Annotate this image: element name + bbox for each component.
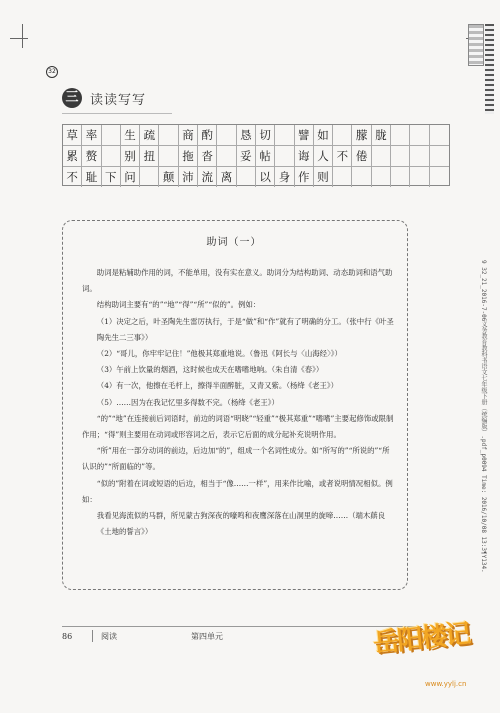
grid-cell: 率: [82, 125, 101, 146]
grid-cell: 沛: [179, 167, 198, 187]
grid-cell: 妥: [237, 146, 256, 167]
grid-cell: [372, 167, 391, 187]
grid-cell: 倦: [352, 146, 371, 167]
grid-cell: 草: [63, 125, 82, 146]
grid-cell: [372, 146, 391, 167]
grid-cell: 耻: [82, 167, 101, 187]
grid-cell: [217, 125, 236, 146]
section-badge: 三: [62, 88, 82, 108]
grid-cell: 胧: [372, 125, 391, 146]
grid-cell: 酌: [198, 125, 217, 146]
footer-label: 阅读: [101, 631, 117, 641]
grid-cell: 累: [63, 146, 82, 167]
grid-cell: 问: [121, 167, 140, 187]
grid-cell: [430, 125, 449, 146]
grid-cell: [352, 167, 371, 187]
grid-cell: 如: [314, 125, 333, 146]
grid-cell: [159, 125, 178, 146]
body-paragraph: “似的”附着在词或短语的后边，相当于“像……一样”，用来作比喻，或者说明情况相似。例如：: [82, 478, 393, 504]
grid-cell: 人: [314, 146, 333, 167]
grid-cell: 别: [121, 146, 140, 167]
grid-cell: [391, 146, 410, 167]
grid-cell: [391, 125, 410, 146]
grid-cell: [410, 125, 429, 146]
registration-ruler: [468, 24, 484, 66]
grid-cell: [410, 146, 429, 167]
example-sentence: （4）有一次，他擦在毛杆上，擦得半面醉脏，又青又紫。（杨绛《老王》）: [96, 381, 338, 391]
grid-cell: 流: [198, 167, 217, 187]
grid-cell: [102, 146, 121, 167]
grid-cell: 生: [121, 125, 140, 146]
grid-cell: 身: [275, 167, 294, 187]
page-number: 86: [62, 631, 73, 641]
example-sentence: （5）……因为在我记忆里多得数不完。（杨绛《老王》）: [96, 397, 279, 407]
grid-cell: 下: [102, 167, 121, 187]
grid-cell: 以: [256, 167, 275, 187]
grid-cell: 商: [179, 125, 198, 146]
example-sentence: （1）决定之后，叶圣陶先生雷厉执行，于是“做”和“作”就有了明确的分工。（张中行《叶圣陶先生二三事》）: [96, 316, 394, 342]
example-sentence: （2）“哥儿，你牢牢记住！”他极其郑重地说。（鲁迅《阿长与〈山海经〉》）: [96, 349, 342, 359]
grid-cell: [333, 167, 352, 187]
page-footer: [62, 630, 223, 642]
grid-cell: 作: [295, 167, 314, 187]
grid-cell: [275, 146, 294, 167]
grid-cell: [102, 125, 121, 146]
body-paragraph: 结构助词主要有“的”“地”“得”“所”“似的”。例如：: [96, 300, 261, 310]
grid-cell: 则: [314, 167, 333, 187]
grid-cell: 赘: [82, 146, 101, 167]
grid-cell: 恳: [237, 125, 256, 146]
grid-cell: 譬: [295, 125, 314, 146]
footer-divider: [92, 630, 93, 642]
example-sentence: （3）午前上饮量的烟酒，这时候也成天在嗜嗜地响。（朱自清《春》）: [96, 365, 324, 375]
page-marker-icon: 32: [46, 66, 58, 78]
grid-cell: 朦: [352, 125, 371, 146]
grid-cell: 切: [256, 125, 275, 146]
crop-mark: [22, 24, 23, 48]
watermark-logo: 岳阳楼记: [371, 619, 471, 659]
section-header: [62, 88, 146, 108]
handwriting-grid: [62, 124, 450, 186]
example-sentence: 我看见海流似的马群，所见蒙古狗深夜的嚎鸣和夜鹰深落在山洞里的旋啼……（端木蕻良《土地的誓言》）: [96, 511, 386, 537]
crop-mark: [10, 38, 28, 39]
note-title: 助词（一）: [206, 237, 262, 248]
color-bar: [485, 24, 494, 114]
grid-cell: 扭: [140, 146, 159, 167]
grid-cell: 疏: [140, 125, 159, 146]
grid-cell: [391, 167, 410, 187]
grid-cell: [410, 167, 429, 187]
body-paragraph: “的”“地”在连接前后词语时，前边的词语“明晓”“轻重”“极其郑重”“嗜嗜”主要起修饰或限制作用；“得”则主要用在动词或形容词之后，表示它后面的成分起补充说明作用。: [82, 413, 394, 440]
grid-cell: [217, 146, 236, 167]
note-body: [82, 265, 394, 540]
grid-cell: 离: [217, 167, 236, 187]
grid-cell: [430, 167, 449, 187]
body-paragraph: 助词是粘辅助作用的词，不能单用，没有实在意义。助词分为结构助词、动态助词和语气助词。: [82, 268, 393, 294]
grid-cell: 颠: [159, 167, 178, 187]
footer-rule: [62, 626, 422, 627]
section-title: 读读写写: [90, 92, 147, 108]
grid-cell: 帖: [256, 146, 275, 167]
grid-cell: [159, 146, 178, 167]
grid-cell: [430, 146, 449, 167]
grid-cell: [237, 167, 256, 187]
watermark-url: www.yylj.cn: [425, 680, 467, 688]
section-rule: [62, 113, 172, 114]
grid-cell: 不: [63, 167, 82, 187]
grid-cell: [275, 125, 294, 146]
grid-cell: [140, 167, 159, 187]
footer-unit: 第四单元: [191, 631, 223, 641]
grid-cell: 拖: [179, 146, 198, 167]
body-paragraph: “所”用在一部分动词的前边，后边加“的”，组成一个名词性成分。如“所写的”“所说的”“所认识的”“所面临的”等。: [82, 446, 390, 472]
grid-cell: 不: [333, 146, 352, 167]
print-imprint: 9 32_21_2016-7-06义务教育教科书语文七年级下册（统编版）.pdf_p0094 Time: 2016/10/08 13:3¶Y134.: [480, 260, 487, 573]
grid-cell: [333, 125, 352, 146]
grid-cell: 沓: [198, 146, 217, 167]
grid-cell: 诲: [295, 146, 314, 167]
